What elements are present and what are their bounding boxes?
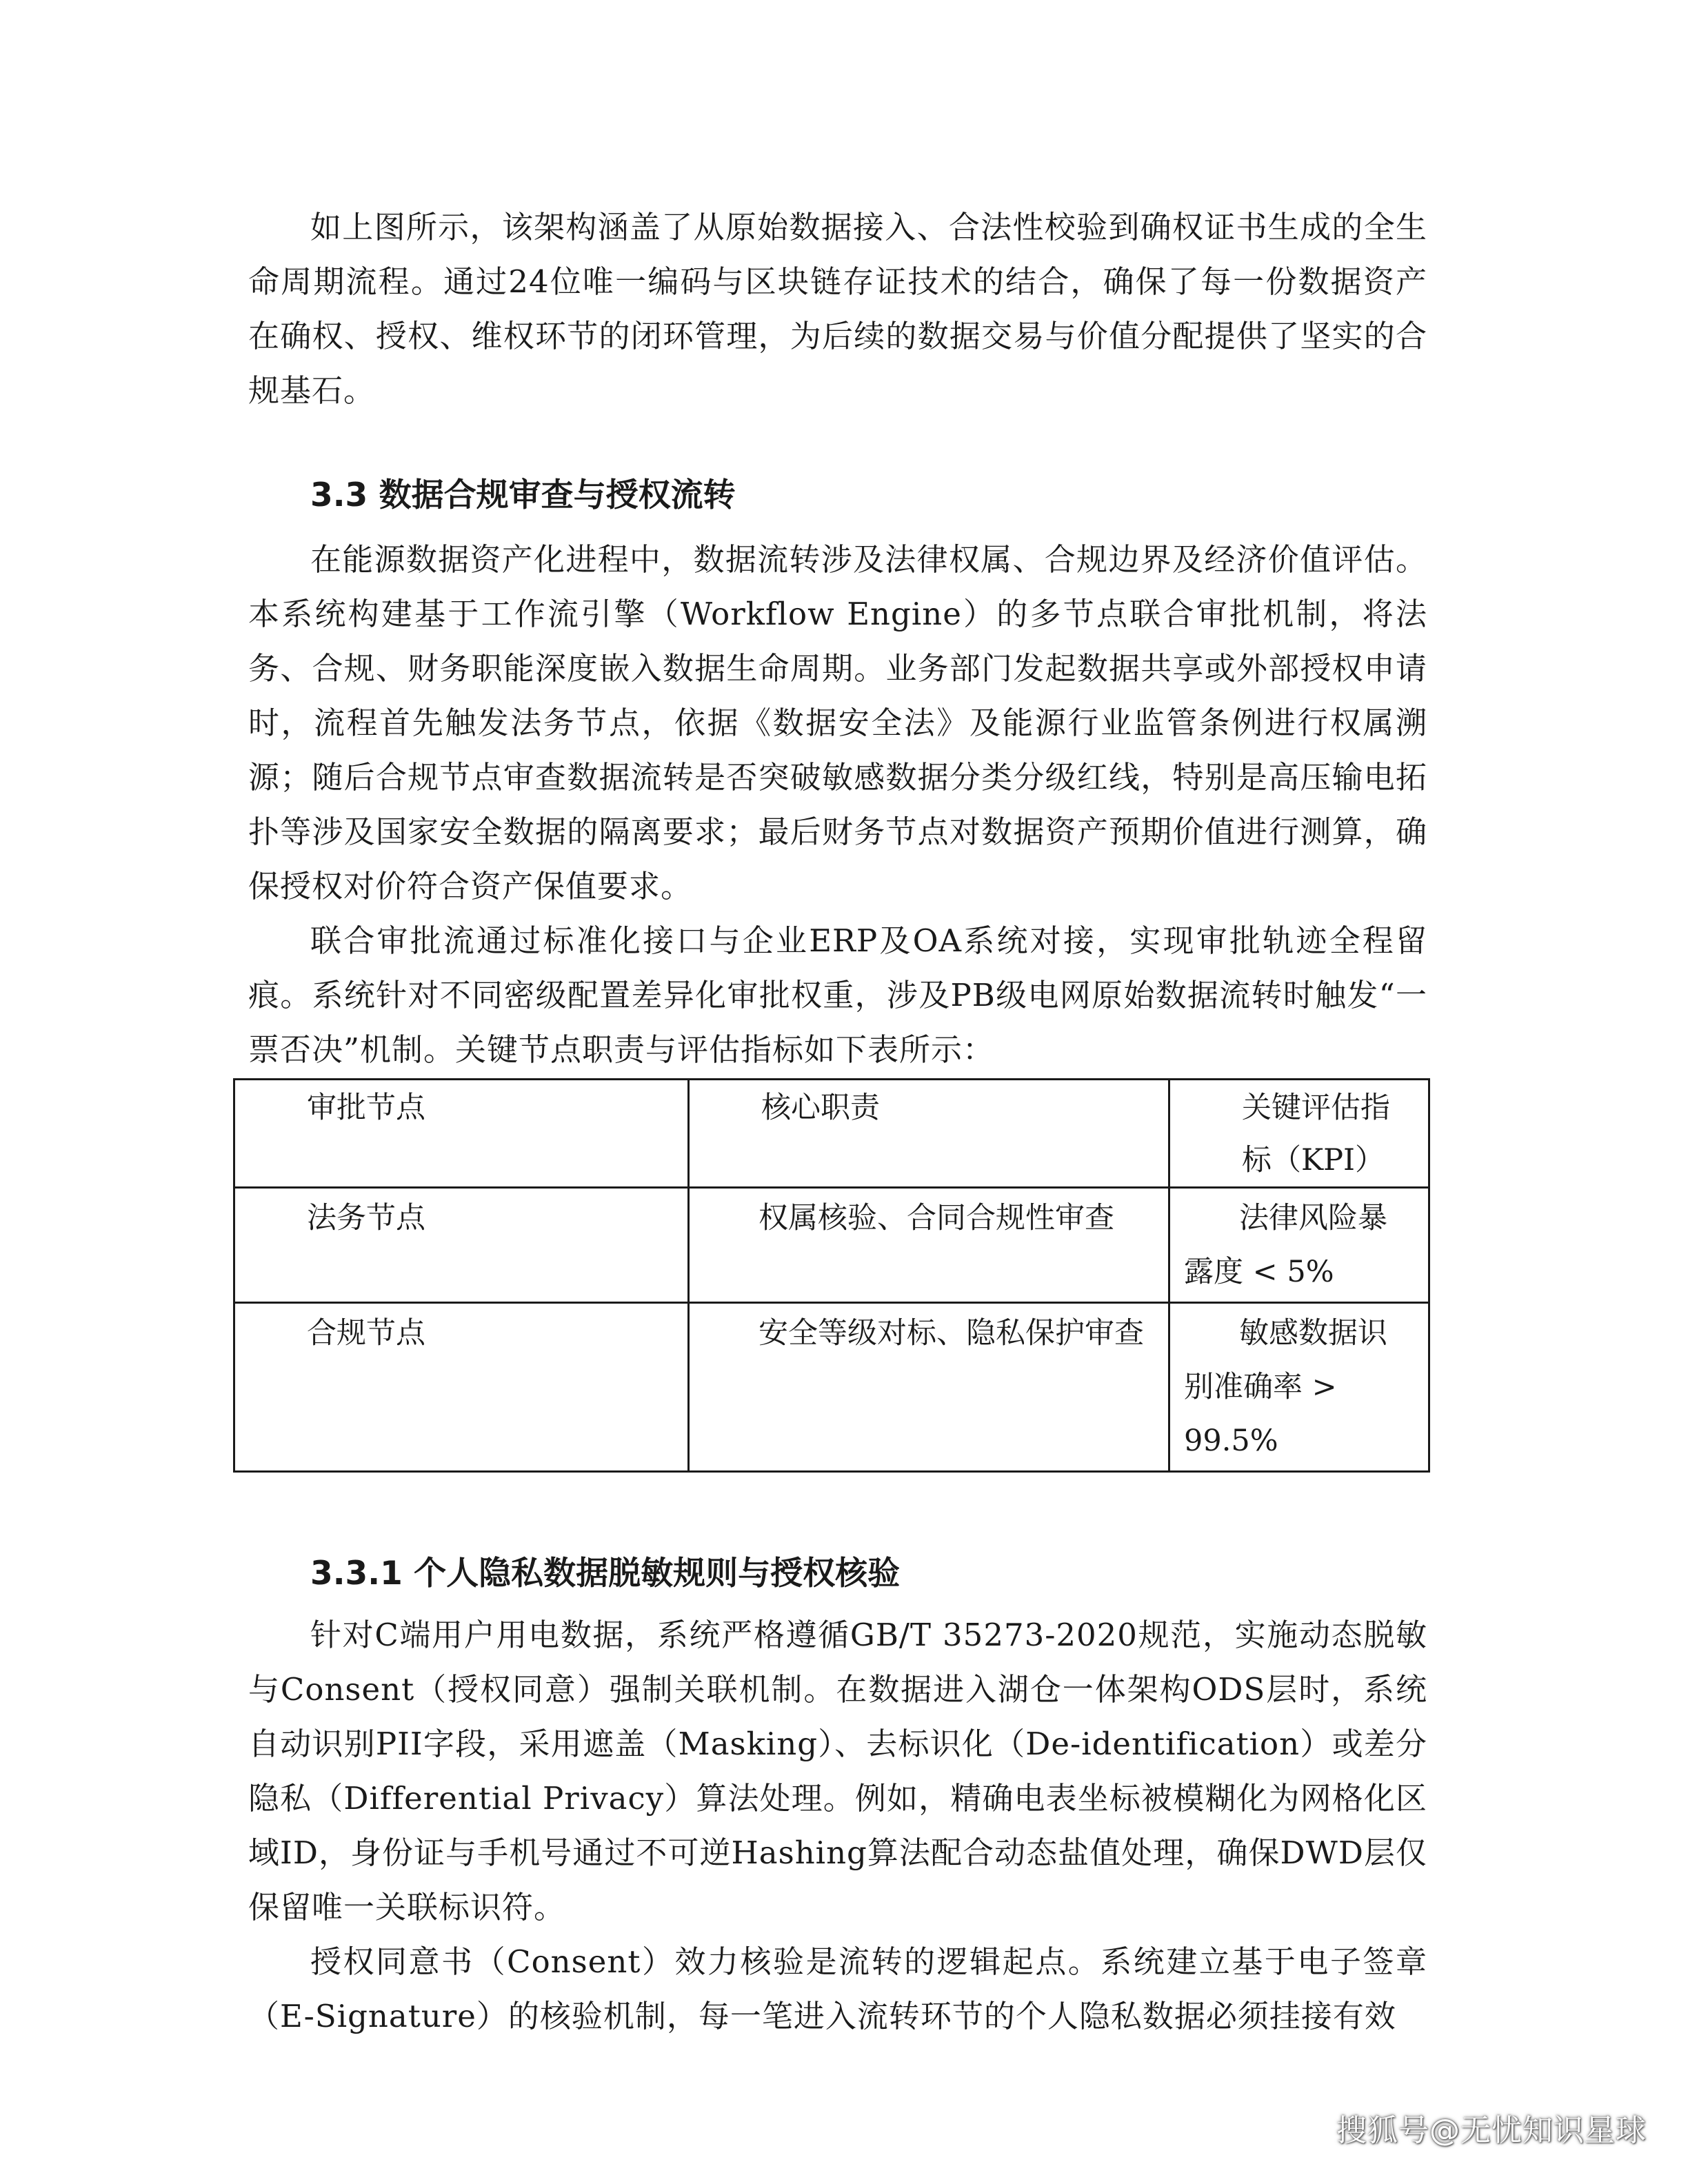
table-header-cell: 关键评估指标（KPI） [1169, 1080, 1429, 1188]
table-cell: 安全等级对标、隐私保护审查 [689, 1303, 1169, 1472]
table-cell: 敏感数据识别准确率 > 99.5% [1169, 1303, 1429, 1472]
section-3-3-1-paragraph-2: 授权同意书（Consent）效力核验是流转的逻辑起点。系统建立基于电子签章（E-Signature）的核验机制，每一笔进入流转环节的个人隐私数据必须挂接有效 [248, 1943, 1427, 2034]
section-3-3-paragraph-1: 在能源数据资产化进程中，数据流转涉及法律权属、合规边界及经济价值评估。本系统构建基于工作流引擎（Workflow Engine）的多节点联合审批机制，将法务、合规、财务职能深度嵌入数据生命周期。业务部门发起数据共享或外部授权申请时，流程首先触发法务节点，依据《数据安全法》及能源行业监管条例进行权属溯源；随后合规节点审查数据流转是否突破敏感数据分类分级红线，特别是高压输电拓扑等涉及国家安全数据的隔离要求；最后财务节点对数据资产预期价值进行测算，确保授权对价符合资产保值要求。 [248, 541, 1427, 904]
table-header-cell: 核心职责 [689, 1080, 1169, 1188]
section-3-3-heading: 3.3 数据合规审查与授权流转 [310, 476, 736, 514]
table-cell: 合规节点 [234, 1303, 689, 1472]
table-cell: 法务节点 [234, 1188, 689, 1303]
table-header-cell: 审批节点 [234, 1080, 689, 1188]
section-3-3-1-paragraph-1: 针对C端用户用电数据，系统严格遵循GB/T 35273-2020规范，实施动态脱敏与Consent（授权同意）强制关联机制。在数据进入湖仓一体架构ODS层时，系统自动识别PII字段，采用遮盖（Masking）、去标识化（De-identification）或差分隐私（Differential Privacy）算法处理。例如，精确电表坐标被模糊化为网格化区域ID，身份证与手机号通过不可逆Hashing算法配合动态盐值处理，确保DWD层仅保留唯一关联标识符。 [248, 1617, 1427, 1925]
table-row [234, 1303, 1429, 1472]
section-3-3-1-heading: 3.3.1 个人隐私数据脱敏规则与授权核验 [310, 1555, 901, 1593]
section-3-3-paragraph-2: 联合审批流通过标准化接口与企业ERP及OA系统对接，实现审批轨迹全程留痕。系统针对不同密级配置差异化审批权重，涉及PB级电网原始数据流转时触发“一票否决”机制。关键节点职责与评估指标如下表所示： [248, 922, 1427, 1068]
intro-paragraph: 如上图所示，该架构涵盖了从原始数据接入、合法性校验到确权证书生成的全生命周期流程。通过24位唯一编码与区块链存证技术的结合，确保了每一份数据资产在确权、授权、维权环节的闭环管理，为后续的数据交易与价值分配提供了坚实的合规基石。 [248, 209, 1427, 409]
table-header-row [234, 1080, 1429, 1188]
watermark-text: 搜狐号@无忧知识星球 [1336, 2113, 1647, 2148]
document-page [248, 200, 1427, 2043]
approval-kpi-table [233, 1078, 1430, 1473]
table-row [234, 1188, 1429, 1303]
table-cell: 法律风险暴露度 < 5% [1169, 1188, 1429, 1303]
table-cell: 权属核验、合同合规性审查 [689, 1188, 1169, 1303]
